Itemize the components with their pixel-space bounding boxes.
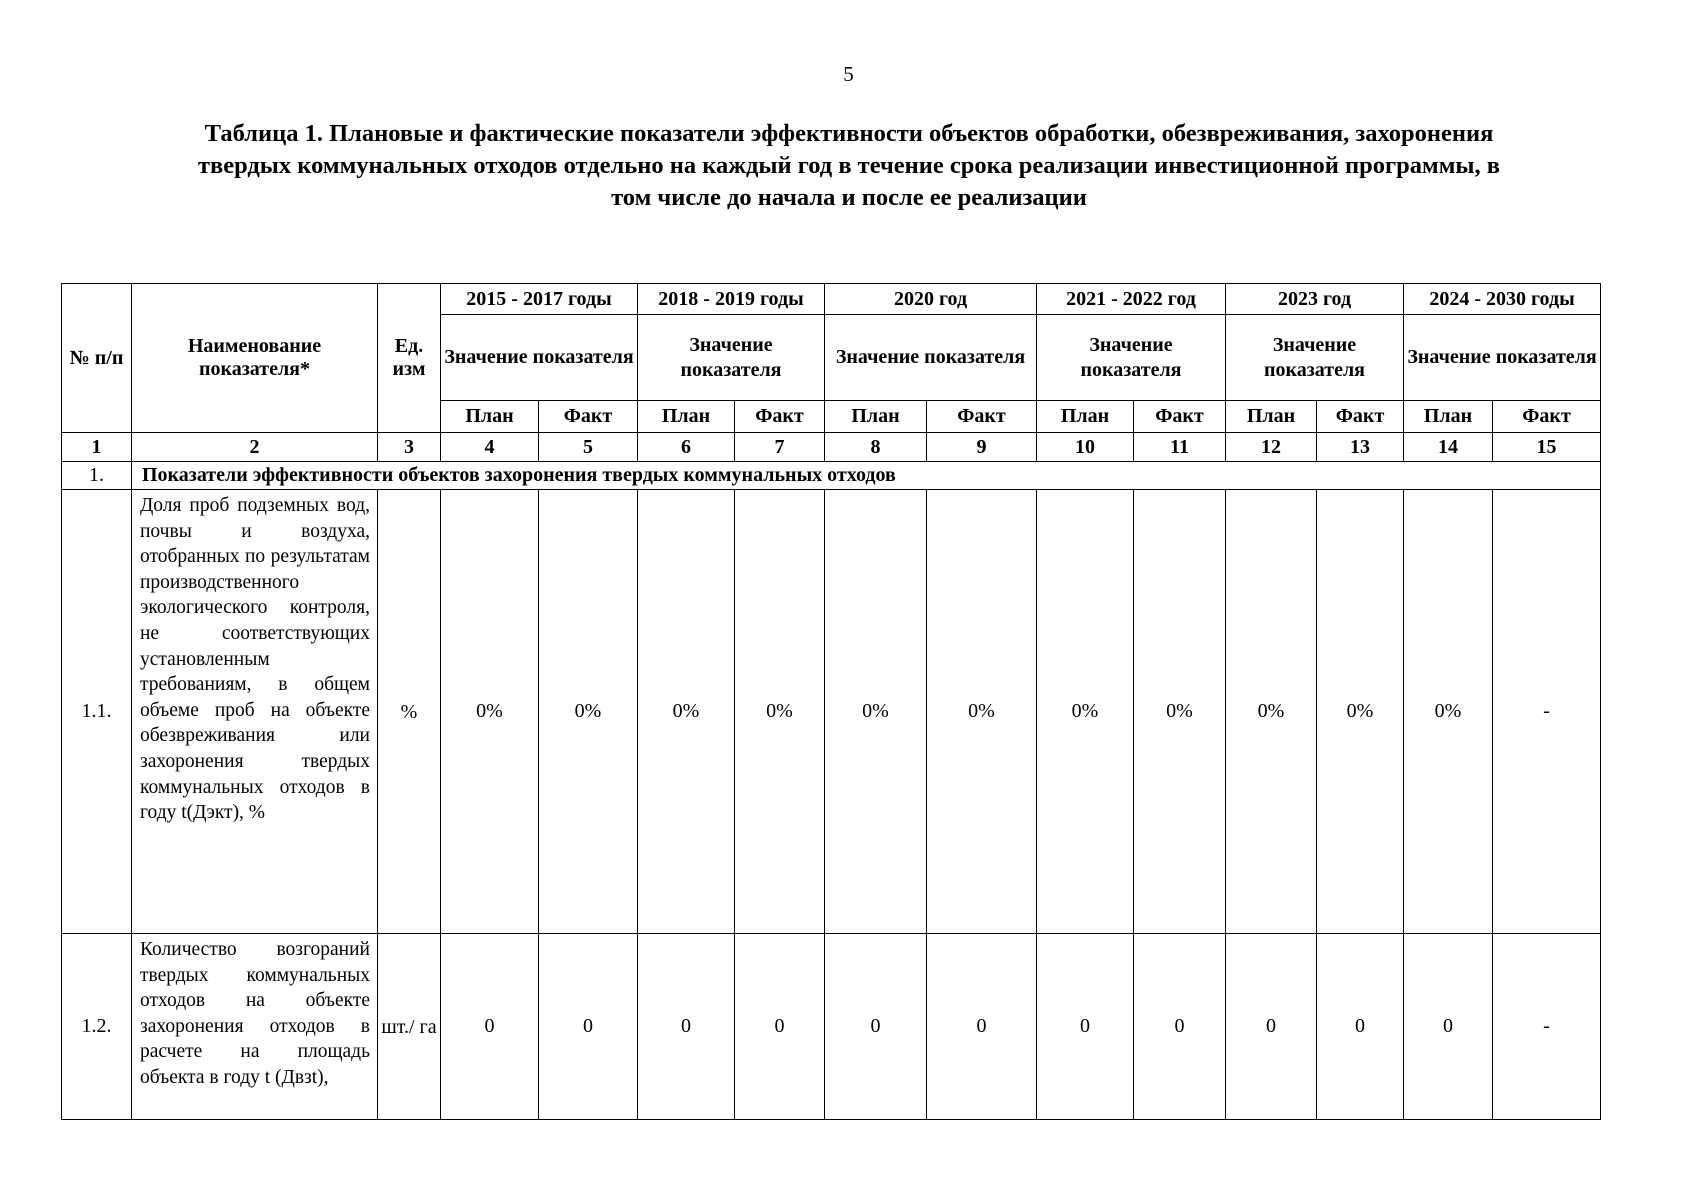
value-cell: 0% [1317,490,1404,934]
value-cell: 0% [1134,490,1226,934]
header-num: № п/п [62,284,132,433]
value-header: Значение показателя [825,315,1037,401]
value-cell: 0 [1317,934,1404,1120]
section-row [62,462,1601,490]
value-cell: 0 [638,934,735,1120]
column-number: 14 [1404,433,1493,462]
column-number: 9 [927,433,1037,462]
value-cell: 0 [1226,934,1317,1120]
title-line-3: том числе до начала и после ее реализации [611,184,1087,211]
table-row [62,490,1601,934]
value-header: Значение показателя [1404,315,1601,401]
value-cell: 0% [638,490,735,934]
row-num: 1.2. [62,934,132,1120]
value-header: Значение показателя [441,315,638,401]
column-number: 8 [825,433,927,462]
value-cell: 0% [1037,490,1134,934]
plan-header: План [1226,401,1317,433]
indicator-name: Доля проб подземных вод, почвы и воздуха, отобранных по результатам производственного экологического контроля, не соответствующих установленным требованиям, в общем объеме проб на объекте обезвреживания или захоронения твердых коммунальных отходов в году t(Дэкт), % [132,490,378,934]
header-unit: Ед. изм [378,284,441,433]
value-cell: 0 [1404,934,1493,1120]
value-cell: - [1493,490,1601,934]
period-header: 2015 - 2017 годы [441,284,638,315]
period-header: 2024 - 2030 годы [1404,284,1601,315]
title-line-2: твердых коммунальных отходов отдельно на каждый год в течение срока реализации инвестиционной программы, в [197,152,1501,179]
value-cell: 0 [539,934,638,1120]
column-number: 12 [1226,433,1317,462]
header-name: Наименование показателя* [132,284,378,433]
column-number: 11 [1134,433,1226,462]
plan-header: План [1037,401,1134,433]
plan-header: План [638,401,735,433]
column-number: 2 [132,433,378,462]
column-number: 10 [1037,433,1134,462]
value-header: Значение показателя [638,315,825,401]
column-number: 15 [1493,433,1601,462]
fact-header: Факт [735,401,825,433]
column-number: 4 [441,433,539,462]
value-cell: 0% [539,490,638,934]
value-cell: 0 [927,934,1037,1120]
table-title [70,118,1628,214]
value-cell: 0% [1404,490,1493,934]
plan-header: План [1404,401,1493,433]
fact-header: Факт [1493,401,1601,433]
period-header: 2021 - 2022 год [1037,284,1226,315]
row-num: 1.1. [62,490,132,934]
column-number: 3 [378,433,441,462]
fact-header: Факт [539,401,638,433]
value-cell: 0 [1134,934,1226,1120]
value-cell: 0% [1226,490,1317,934]
value-cell: - [1493,934,1601,1120]
section-num: 1. [62,462,132,490]
value-cell: 0% [825,490,927,934]
column-number: 5 [539,433,638,462]
fact-header: Факт [1317,401,1404,433]
indicator-unit: шт./ га [378,934,441,1120]
column-number: 13 [1317,433,1404,462]
fact-header: Факт [1134,401,1226,433]
plan-header: План [441,401,539,433]
value-cell: 0% [927,490,1037,934]
period-header: 2018 - 2019 годы [638,284,825,315]
indicator-unit: % [378,490,441,934]
page-number: 5 [843,62,854,86]
fact-header: Факт [927,401,1037,433]
period-header: 2020 год [825,284,1037,315]
value-cell: 0 [825,934,927,1120]
title-line-1: Таблица 1. Плановые и фактические показатели эффективности объектов обработки, обезвреживания, захоронения [204,120,1494,147]
value-cell: 0% [735,490,825,934]
value-cell: 0 [735,934,825,1120]
section-title: Показатели эффективности объектов захоронения твердых коммунальных отходов [132,462,1601,490]
value-cell: 0% [441,490,539,934]
period-header: 2023 год [1226,284,1404,315]
value-cell: 0 [1037,934,1134,1120]
value-header: Значение показателя [1037,315,1226,401]
value-cell: 0 [441,934,539,1120]
value-header: Значение показателя [1226,315,1404,401]
column-number: 6 [638,433,735,462]
table-row [62,934,1601,1120]
column-number: 1 [62,433,132,462]
column-number-row [62,433,1601,462]
indicators-table [61,283,1601,1120]
column-number: 7 [735,433,825,462]
indicator-name: Количество возгораний твердых коммунальных отходов на объекте захоронения отходов в расчете на площадь объекта в году t (Двзt), [132,934,378,1120]
plan-header: План [825,401,927,433]
